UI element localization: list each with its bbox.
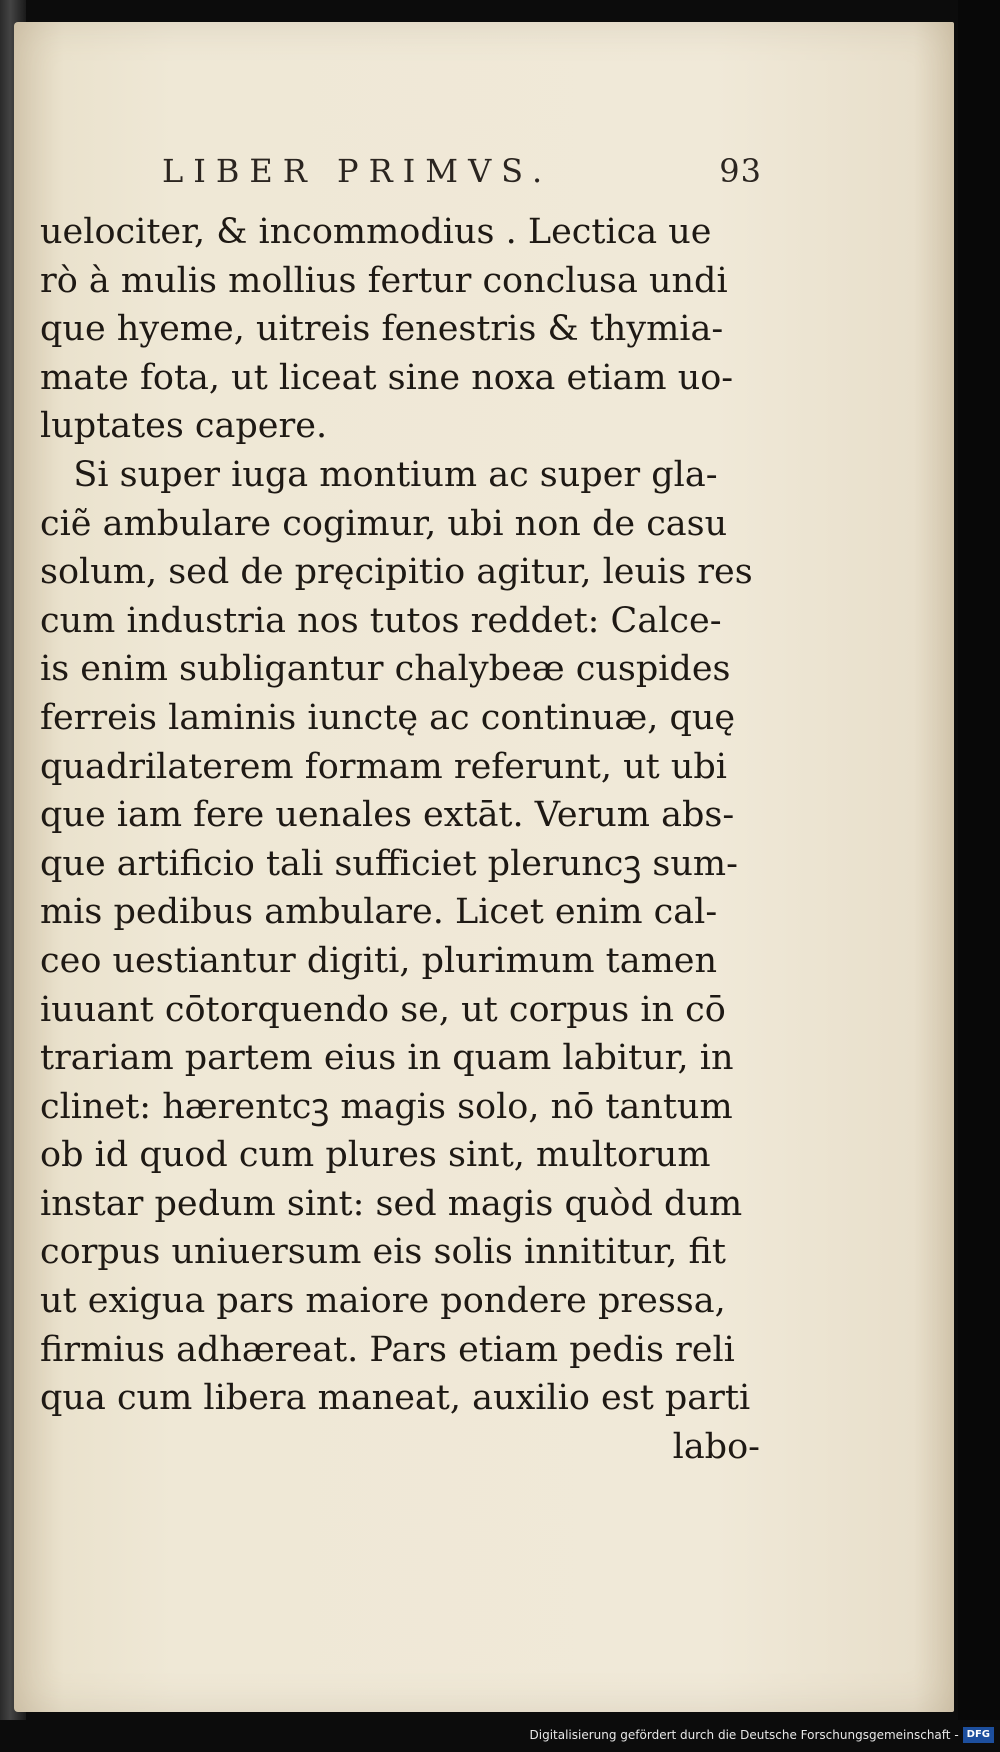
text-line: clinet: hærentcꝫ magis solo, nō tantum [40, 1086, 733, 1127]
body-text [40, 208, 760, 1471]
text-line: firmius adhæreat. Pars etiam pedis reli [40, 1329, 735, 1370]
credit-text: Digitalisierung gefördert durch die Deutsche Forschungsgemeinschaft - [529, 1728, 959, 1742]
page-number: 93 [719, 152, 762, 190]
text-line: quadrilaterem formam referunt, ut ubi [40, 746, 727, 787]
catchword: labo- [672, 1426, 760, 1467]
digitization-credit [530, 1724, 995, 1746]
dfg-logo: DFG [963, 1727, 994, 1743]
text-line: cum industria nos tutos reddet: Calce- [40, 600, 722, 641]
text-line: mate fota, ut liceat sine noxa etiam uo- [40, 357, 734, 398]
text-line: que iam fere uenales extāt. Verum abs- [40, 795, 735, 836]
text-line: iuuant cōtorquendo se, ut corpus in cō [40, 989, 726, 1030]
running-head [162, 152, 762, 196]
text-line: ut exigua pars maiore pondere pressa, [40, 1281, 726, 1322]
text-line: is enim subligantur chalybeæ cuspides [40, 649, 731, 690]
text-line: uelociter, & incommodius . Lectica ue [40, 212, 712, 252]
text-line: ferreis laminis iunctę ac continuæ, quę [40, 697, 736, 738]
text-line: ciẽ ambulare cogimur, ubi non de casu [40, 503, 728, 544]
text-line: corpus uniuersum eis solis innititur, fit [40, 1232, 726, 1273]
text-line: solum, sed de pręcipitio agitur, leuis res [40, 552, 753, 593]
text-line: trariam partem eius in quam labitur, in [40, 1038, 734, 1079]
text-line: ceo uestiantur digiti, plurimum tamen [40, 940, 718, 981]
text-line: mis pedibus ambulare. Licet enim cal- [40, 892, 718, 933]
text-line: qua cum libera maneat, auxilio est parti [40, 1378, 751, 1419]
text-line: que artificio tali sufficiet pleruncꝫ sum- [40, 843, 738, 884]
book-page [14, 22, 954, 1712]
running-title: LIBER PRIMVS. [162, 152, 553, 190]
text-line: ob id quod cum plures sint, multorum [40, 1135, 711, 1176]
text-line: rò à mulis mollius fertur conclusa undi [40, 260, 728, 301]
scan-background [958, 0, 1000, 1720]
text-line: instar pedum sint: sed magis quòd dum [40, 1183, 743, 1224]
text-line: luptates capere. [40, 406, 328, 447]
text-line: que hyeme, uitreis fenestris & thymia- [40, 309, 724, 350]
text-line: Si super iuga montium ac super gla- [40, 454, 718, 495]
